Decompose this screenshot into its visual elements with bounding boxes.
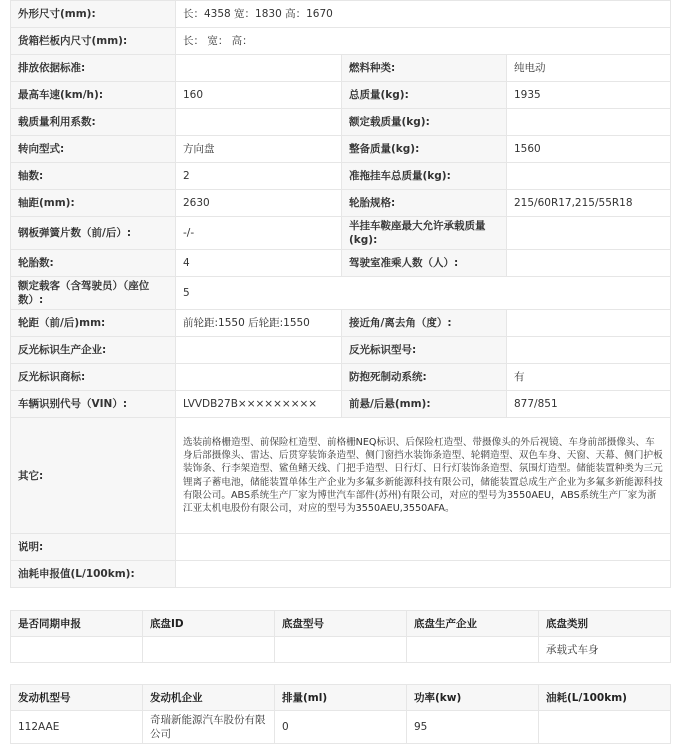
spec-label: 整备质量(kg): xyxy=(342,136,507,163)
spec-value: 纯电动 xyxy=(507,55,671,82)
spec-row xyxy=(11,163,671,190)
spec-value xyxy=(507,109,671,136)
engine-cell xyxy=(539,711,671,744)
chassis-cell-row xyxy=(11,637,671,663)
chassis-cell xyxy=(275,637,407,663)
spec-label: 轴距(mm): xyxy=(11,190,176,217)
spec-value: 877/851 xyxy=(507,391,671,418)
spec-label: 轮距（前/后)mm: xyxy=(11,310,176,337)
spec-row xyxy=(11,337,671,364)
spec-value xyxy=(176,337,342,364)
spec-row xyxy=(11,136,671,163)
chassis-header: 底盘生产企业 xyxy=(407,611,539,637)
engine-cell: 95 xyxy=(407,711,539,744)
spec-value xyxy=(507,337,671,364)
spec-row xyxy=(11,391,671,418)
spec-value xyxy=(176,534,671,561)
spec-label: 外形尺寸(mm): xyxy=(11,1,176,28)
spec-label: 其它: xyxy=(11,418,176,534)
spec-value xyxy=(176,364,342,391)
spec-value: 5 xyxy=(176,277,671,310)
spec-label: 前悬/后悬(mm): xyxy=(342,391,507,418)
spec-label: 车辆识别代号（VIN）: xyxy=(11,391,176,418)
spec-label: 半挂车鞍座最大允许承载质量(kg): xyxy=(342,217,507,250)
spec-value xyxy=(176,109,342,136)
notes-text: 选装前格栅造型、前保险杠造型、前格栅NEQ标识、后保险杠造型、带摄像头的外后视镜、车身前部摄像头、车身后部摄像头、雷达、后贯穿装饰条造型、侧门窗挡水装饰条造型、轮辋造型、双色车身、天窗、天幕、侧门护板装饰条、行李架造型、鲨鱼鳍天线、门把手造型、日行灯、日行灯装饰条造型、氛围灯造型。储能装置种类为三元锂离子蓄电池，储能装置单体生产企业为多氟多新能源科技有限公司，储能装置总成生产企业为多氟多新能源科技有限公司。ABS系统生产厂家为博世汽车部件(苏州)有限公司，对应的型号为3550AEU，ABS系统生产厂家为浙江亚太机电股份有限公司，对应的型号为3550AEU,3550AFA。 xyxy=(176,418,671,534)
spec-value xyxy=(507,163,671,190)
spec-row xyxy=(11,28,671,55)
spec-label: 防抱死制动系统: xyxy=(342,364,507,391)
spec-value: 215/60R17,215/55R18 xyxy=(507,190,671,217)
chassis-cell: 承载式车身 xyxy=(539,637,671,663)
spec-label: 准拖挂车总质量(kg): xyxy=(342,163,507,190)
spec-label: 接近角/离去角（度）: xyxy=(342,310,507,337)
spec-label: 转向型式: xyxy=(11,136,176,163)
spec-value: 前轮距:1550 后轮距:1550 xyxy=(176,310,342,337)
spec-row xyxy=(11,1,671,28)
vehicle-spec-table xyxy=(10,0,671,588)
spec-value: -/- xyxy=(176,217,342,250)
spec-row xyxy=(11,109,671,136)
spec-label: 总质量(kg): xyxy=(342,82,507,109)
spec-label: 反光标识型号: xyxy=(342,337,507,364)
chassis-cell xyxy=(407,637,539,663)
spec-row xyxy=(11,82,671,109)
engine-header: 排量(ml) xyxy=(275,685,407,711)
spec-value: 2630 xyxy=(176,190,342,217)
spec-label: 载质量利用系数: xyxy=(11,109,176,136)
spec-label: 额定载客（含驾驶员）（座位数）: xyxy=(11,277,176,310)
engine-header-row xyxy=(11,685,671,711)
spec-label: 驾驶室准乘人数（人）: xyxy=(342,250,507,277)
spec-label: 说明: xyxy=(11,534,176,561)
engine-header: 油耗(L/100km) xyxy=(539,685,671,711)
engine-table xyxy=(10,684,671,744)
spec-value xyxy=(176,55,342,82)
chassis-table xyxy=(10,610,671,663)
spec-value: 160 xyxy=(176,82,342,109)
spec-label: 最高车速(km/h): xyxy=(11,82,176,109)
spec-value: 有 xyxy=(507,364,671,391)
engine-header: 发动机型号 xyxy=(11,685,143,711)
chassis-header: 底盘型号 xyxy=(275,611,407,637)
engine-cell-row xyxy=(11,711,671,744)
engine-cell: 0 xyxy=(275,711,407,744)
spec-row xyxy=(11,310,671,337)
spec-value: 2 xyxy=(176,163,342,190)
engine-cell: 奇瑞新能源汽车股份有限公司 xyxy=(143,711,275,744)
spec-label: 反光标识生产企业: xyxy=(11,337,176,364)
spec-label: 燃料种类: xyxy=(342,55,507,82)
engine-header: 发动机企业 xyxy=(143,685,275,711)
engine-header: 功率(kw) xyxy=(407,685,539,711)
spec-value xyxy=(507,310,671,337)
spec-label: 反光标识商标: xyxy=(11,364,176,391)
spec-row xyxy=(11,250,671,277)
chassis-header: 底盘ID xyxy=(143,611,275,637)
spec-label: 货箱栏板内尺寸(mm): xyxy=(11,28,176,55)
spec-label: 油耗申报值(L/100km): xyxy=(11,561,176,588)
chassis-header: 是否同期申报 xyxy=(11,611,143,637)
chassis-header-row xyxy=(11,611,671,637)
spec-row xyxy=(11,561,671,588)
spec-label: 钢板弹簧片数（前/后）: xyxy=(11,217,176,250)
spec-value: LVVDB27B××××××××× xyxy=(176,391,342,418)
spec-label: 轮胎数: xyxy=(11,250,176,277)
spec-value xyxy=(176,561,671,588)
spec-row xyxy=(11,55,671,82)
spec-value: 方向盘 xyxy=(176,136,342,163)
spec-label: 轮胎规格: xyxy=(342,190,507,217)
spec-label: 轴数: xyxy=(11,163,176,190)
spec-value xyxy=(507,250,671,277)
spec-value: 4 xyxy=(176,250,342,277)
spec-row xyxy=(11,534,671,561)
spec-label: 额定载质量(kg): xyxy=(342,109,507,136)
spec-value xyxy=(507,217,671,250)
spec-label: 排放依据标准: xyxy=(11,55,176,82)
spec-value: 长：4358 宽：1830 高：1670 xyxy=(176,1,671,28)
chassis-cell xyxy=(11,637,143,663)
chassis-cell xyxy=(143,637,275,663)
spec-row xyxy=(11,364,671,391)
spec-row xyxy=(11,190,671,217)
chassis-header: 底盘类别 xyxy=(539,611,671,637)
spec-value: 1560 xyxy=(507,136,671,163)
spec-value: 1935 xyxy=(507,82,671,109)
engine-cell: 112AAE xyxy=(11,711,143,744)
spec-value: 长： 宽： 高： xyxy=(176,28,671,55)
spec-row xyxy=(11,217,671,250)
spec-row xyxy=(11,277,671,310)
spec-row xyxy=(11,418,671,534)
